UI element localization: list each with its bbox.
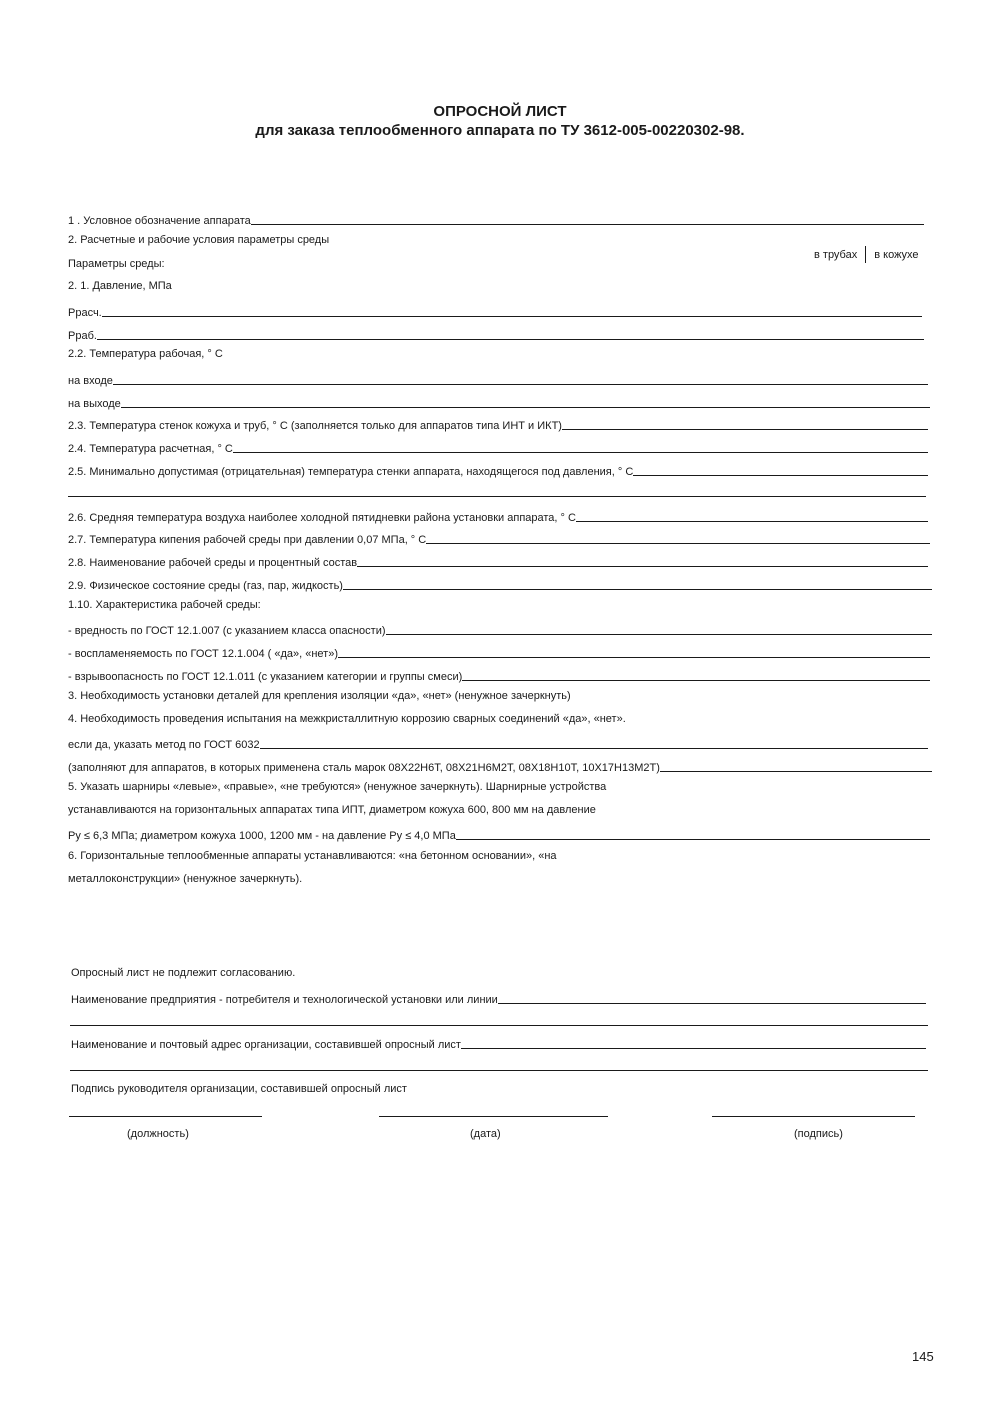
field-wall-temp[interactable] [68,414,928,432]
input-line[interactable] [562,417,928,430]
signature-label: Подпись руководителя организации, составившей опросный лист [71,1083,407,1095]
caption-position: (должность) [127,1128,189,1140]
input-line[interactable] [251,212,924,225]
field-hazard[interactable] [68,619,932,637]
item-insulation: 3. Необходимость установки деталей для крепления изоляции «да», «нет» (ненужное зачеркнуть) [68,690,571,702]
field-medium-state[interactable] [68,574,932,592]
footer-no-approval: Опросный лист не подлежит согласованию. [71,967,296,979]
field-pressure-design[interactable] [68,301,922,319]
input-line[interactable] [102,304,922,317]
field-label: 1 . Условное обозначение аппарата [68,215,251,227]
field-label: Наименование и почтовый адрес организации, составившей опросный лист [71,1039,461,1051]
date-line[interactable] [379,1116,608,1117]
input-line[interactable] [461,1036,926,1049]
input-line[interactable] [498,991,926,1004]
input-line[interactable] [462,668,930,681]
field-apparatus-designation[interactable] [68,209,924,227]
field-label: на входе [68,375,113,387]
input-line[interactable] [97,327,924,340]
field-label: 2.7. Температура кипения рабочей среды при давлении 0,07 МПа, ° С [68,534,427,546]
caption-signature: (подпись) [794,1128,843,1140]
field-flammability[interactable] [68,642,930,660]
section-medium-characteristics: 1.10. Характеристика рабочей среды: [68,599,261,611]
continuation-line[interactable] [68,496,926,497]
caption-date: (дата) [470,1128,501,1140]
field-boiling-temp[interactable] [68,528,930,546]
item-installation-text: металлоконструкции» (ненужное зачеркнуть). [68,873,303,885]
field-label: - вредность по ГОСТ 12.1.007 (с указанием класса опасности) [68,625,386,637]
input-line[interactable] [426,531,930,544]
item-hinges-text: устанавливаются на горизонтальных аппаратах типа ИПТ, диаметром кожуха 600, 800 мм на давление [68,804,596,816]
page-title: ОПРОСНОЙ ЛИСТ [433,103,567,120]
field-label: Наименование предприятия - потребителя и технологической установки или линии [71,994,498,1006]
field-label: 2.3. Температура стенок кожуха и труб, ° С (заполняется только для аппаратов типа ИНТ и ИКТ) [68,420,562,432]
field-label: на выходе [68,398,121,410]
item-installation: 6. Горизонтальные теплообменные аппараты устанавливаются: «на бетонном основании», «на [68,850,557,862]
column-separator [865,246,866,263]
field-label: Ру ≤ 6,3 МПа; диаметром кожуха 1000, 1200 мм - на давление Ру ≤ 4,0 МПа [68,830,456,842]
input-line[interactable] [343,577,932,590]
field-temp-inlet[interactable] [68,369,928,387]
input-line[interactable] [660,759,932,772]
field-label: 2.9. Физическое состояние среды (газ, пар, жидкость) [68,580,343,592]
input-line[interactable] [233,440,928,453]
column-tubes: в трубах [814,248,858,261]
input-line[interactable] [386,622,932,635]
continuation-line[interactable] [70,1070,928,1071]
section-conditions: 2. Расчетные и рабочие условия параметры среды [68,234,330,246]
field-pressure-work[interactable] [68,324,924,342]
field-label: 2.8. Наименование рабочей среды и процентный состав [68,557,358,569]
field-label: (заполняют для аппаратов, в которых применена сталь марок 08Х22Н6Т, 08Х21Н6М2Т, 08Х18Н10Т, 10Х17Н13М2Т) [68,762,660,774]
column-shell: в кожухе [874,248,919,261]
section-parameters: Параметры среды: [68,258,165,270]
field-enterprise-name[interactable] [71,988,926,1006]
field-gost-method[interactable] [68,733,928,751]
field-air-temp[interactable] [68,506,928,524]
section-pressure: 2. 1. Давление, МПа [68,280,172,292]
field-min-wall-temp[interactable] [68,460,928,478]
page-subtitle: для заказа теплообменного аппарата по ТУ 3612-005-00220302-98. [255,122,745,139]
field-steel-grades[interactable] [68,756,932,774]
field-explosiveness[interactable] [68,665,930,683]
input-line[interactable] [121,395,930,408]
position-line[interactable] [69,1116,262,1117]
input-line[interactable] [338,645,930,658]
section-temperature-work: 2.2. Температура рабочая, ° С [68,348,223,360]
field-design-temp[interactable] [68,437,928,455]
field-label: - взрывоопасность по ГОСТ 12.1.011 (с указанием категории и группы смеси) [68,671,463,683]
field-label: если да, указать метод по ГОСТ 6032 [68,739,260,751]
field-label: Рраб. [68,330,97,342]
field-label: 2.6. Средняя температура воздуха наиболее холодной пятидневки района установки аппарата, ° С [68,512,576,524]
field-temp-outlet[interactable] [68,392,930,410]
field-medium-name[interactable] [68,551,928,569]
field-label: Ррасч. [68,307,102,319]
input-line[interactable] [633,463,928,476]
signature-line[interactable] [712,1116,915,1117]
field-label: - воспламеняемость по ГОСТ 12.1.004 ( «да», «нет») [68,648,339,660]
input-line[interactable] [113,372,928,385]
item-corrosion-test: 4. Необходимость проведения испытания на межкристаллитную коррозию сварных соединений «да», «нет». [68,713,626,725]
input-line[interactable] [456,827,930,840]
page-number: 145 [912,1349,934,1364]
field-label: 2.4. Температура расчетная, ° С [68,443,233,455]
input-line[interactable] [576,509,928,522]
field-label: 2.5. Минимально допустимая (отрицательная) температура стенки аппарата, находящегося под давления, ° С [68,466,634,478]
field-organization-address[interactable] [71,1033,926,1051]
column-headers [814,246,919,263]
field-hinges-pressure[interactable] [68,824,930,842]
continuation-line[interactable] [70,1025,928,1026]
input-line[interactable] [260,736,928,749]
item-hinges: 5. Указать шарниры «левые», «правые», «не требуются» (ненужное зачеркнуть). Шарнирные устройства [68,781,607,793]
input-line[interactable] [357,554,928,567]
